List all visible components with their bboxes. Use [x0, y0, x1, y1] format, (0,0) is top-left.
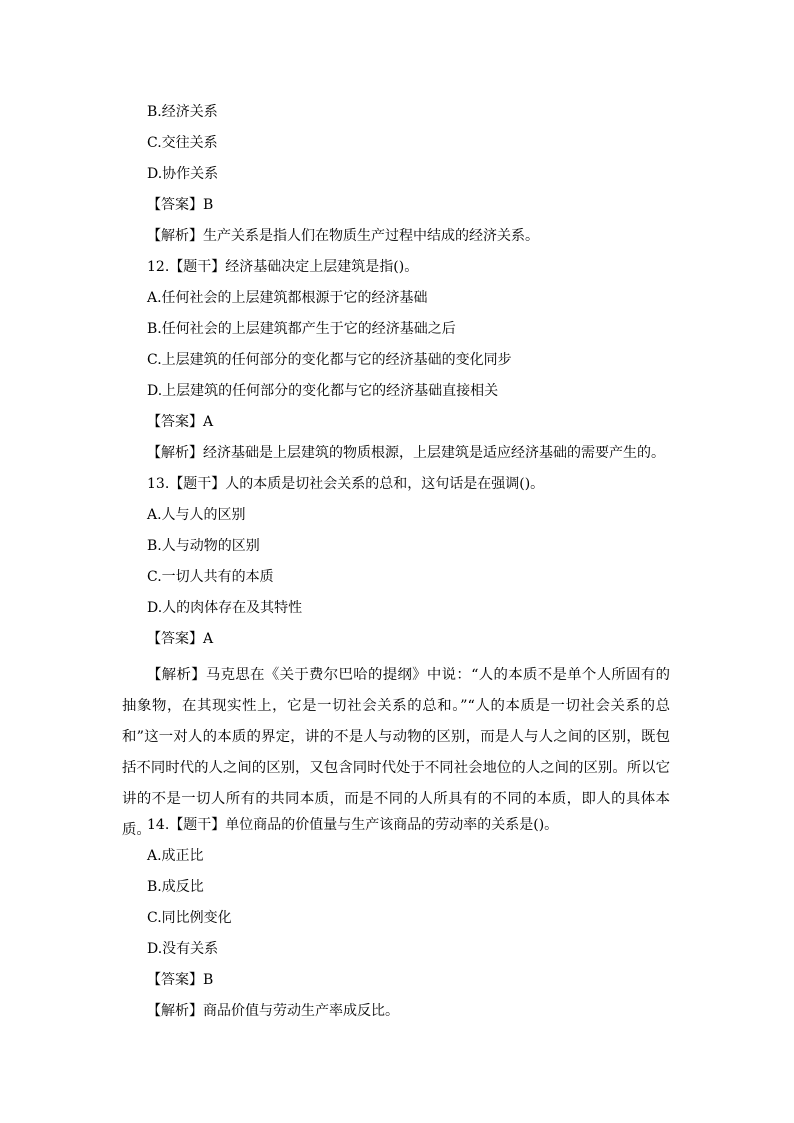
analysis: 【解析】商品价值与劳动生产率成反比。 [147, 1003, 399, 1019]
option-b: B.人与动物的区别 [147, 538, 260, 554]
analysis: 【解析】生产关系是指人们在物质生产过程中结成的经济关系。 [147, 228, 539, 244]
analysis-text: 【解析】马克思在《关于费尔巴哈的提纲》中说：“人的本质不是单个人所固有的抽象物，在其现实性上，它是一切社会关系的总和。”“人的本质是一切社会关系的总和”这一对人的本质的界定，讲的不是人与动物的区别，而是人与人之间的区别，既包括不同时代的人之间的区别，又包含同时代处于不同社会地位的人之间的区别。所以它讲的不是一切人所有的共同本质，而是不同的人所具有的不同的本质，即人的具体本质。 [122, 667, 670, 838]
option-d: D.没有关系 [147, 941, 219, 957]
option-c: C.交往关系 [147, 135, 218, 151]
question-14-stem: 14.【题干】单位商品的价值量与生产该商品的劳动率的关系是()。 [147, 817, 559, 833]
answer: 【答案】B [147, 972, 214, 988]
question-13-stem: 13.【题干】人的本质是切社会关系的总和，这句话是在强调()。 [147, 476, 545, 492]
option-a: A.任何社会的上层建筑都根源于它的经济基础 [147, 290, 428, 306]
option-b: B.成反比 [147, 879, 204, 895]
option-c: C.同比例变化 [147, 910, 232, 926]
option-b: B.任何社会的上层建筑都产生于它的经济基础之后 [147, 321, 456, 337]
option-c: C.一切人共有的本质 [147, 569, 274, 585]
answer: 【答案】B [147, 197, 214, 213]
option-c: C.上层建筑的任何部分的变化都与它的经济基础的变化同步 [147, 352, 512, 368]
option-d: D.人的肉体存在及其特性 [147, 600, 303, 616]
option-d: D.上层建筑的任何部分的变化都与它的经济基础直接相关 [147, 383, 499, 399]
option-a: A.成正比 [147, 848, 204, 864]
answer: 【答案】A [147, 631, 214, 647]
analysis: 【解析】经济基础是上层建筑的物质根源，上层建筑是适应经济基础的需要产生的。 [147, 445, 665, 461]
option-a: A.人与人的区别 [147, 507, 246, 523]
question-12-stem: 12.【题干】经济基础决定上层建筑是指()。 [147, 259, 419, 275]
option-d: D.协作关系 [147, 166, 219, 182]
answer: 【答案】A [147, 414, 214, 430]
option-b: B.经济关系 [147, 104, 218, 120]
